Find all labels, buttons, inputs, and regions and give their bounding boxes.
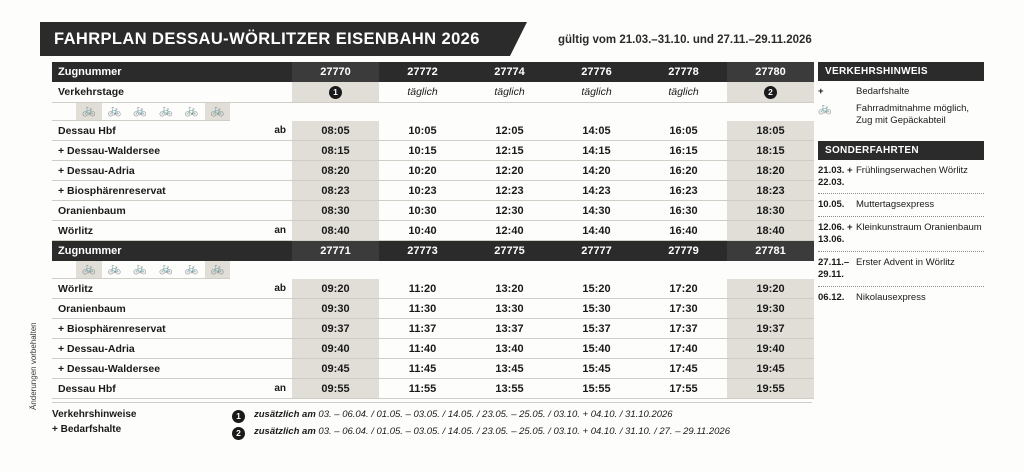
- time-cell: 08:23: [292, 181, 379, 201]
- time-cell: 08:05: [292, 121, 379, 141]
- table-row: [52, 379, 814, 399]
- time-cell: 15:37: [553, 319, 640, 339]
- spacer-cell: [248, 82, 292, 103]
- bicycle-cell: [205, 261, 231, 279]
- time-cell: 12:20: [466, 161, 553, 181]
- sidebar-gap: [818, 132, 984, 141]
- footnote-prefix: zusätzlich am: [254, 426, 316, 437]
- service-day-cell: täglich: [379, 82, 466, 103]
- train-number: 27778: [640, 62, 727, 82]
- footnote-marker: [232, 406, 254, 424]
- special-trip-row: [818, 165, 984, 189]
- bicycle-cell: [205, 103, 231, 121]
- table-row: [52, 319, 814, 339]
- arr-dep-marker: [248, 339, 292, 359]
- arr-dep-marker: ab: [248, 121, 292, 141]
- bicycle-cell: [76, 261, 102, 279]
- time-cell: 09:20: [292, 279, 379, 299]
- time-cell: 17:40: [640, 339, 727, 359]
- time-cell: 10:20: [379, 161, 466, 181]
- time-cell: 17:45: [640, 359, 727, 379]
- service-day-cell: [727, 82, 814, 103]
- time-cell: 11:37: [379, 319, 466, 339]
- hint-symbol: +: [818, 86, 824, 97]
- time-cell: 12:23: [466, 181, 553, 201]
- table-row: [52, 161, 814, 181]
- time-cell: 10:23: [379, 181, 466, 201]
- station-name: Wörlitz: [52, 221, 248, 241]
- time-cell: 15:30: [553, 299, 640, 319]
- time-cell: 14:40: [553, 221, 640, 241]
- time-cell: 17:55: [640, 379, 727, 399]
- train-number: 27773: [379, 241, 466, 262]
- station-name: + Dessau-Waldersee: [52, 141, 248, 161]
- sidebar-special-title: SONDERFAHRTEN: [818, 141, 984, 160]
- special-trip-text: Erster Advent in Wörlitz: [856, 257, 955, 268]
- label-verkehrstage: Verkehrstage: [52, 82, 248, 103]
- time-cell: 15:40: [553, 339, 640, 359]
- special-trip-text: Muttertagsexpress: [856, 199, 935, 211]
- train-number: 27772: [379, 62, 466, 82]
- time-cell: 19:30: [727, 299, 814, 319]
- station-name: + Biosphärenreservat: [52, 319, 248, 339]
- spacer-cell: [52, 261, 64, 279]
- time-cell: 16:15: [640, 141, 727, 161]
- spacer-cell: [248, 62, 292, 82]
- rotated-note: Änderungen vorbehalten: [29, 322, 38, 410]
- footnote-row: [232, 424, 730, 439]
- time-cell: 09:55: [292, 379, 379, 399]
- table-row: [52, 181, 814, 201]
- time-cell: 19:20: [727, 279, 814, 299]
- service-day-cell: täglich: [466, 82, 553, 103]
- train-number: 27776: [553, 62, 640, 82]
- footnote-dates: 03. – 06.04. / 01.05. – 03.05. / 14.05. / 23.05. – 25.05. / 03.10. + 04.10. / 31.10.2026: [318, 409, 673, 420]
- train-number: 27779: [640, 241, 727, 262]
- outbound-trainnumber-row: [52, 62, 814, 82]
- divider: [818, 251, 984, 252]
- bicycle-icon: 🚲: [184, 263, 199, 275]
- time-cell: 16:30: [640, 201, 727, 221]
- footnote-marker: [232, 423, 254, 441]
- time-cell: 19:55: [727, 379, 814, 399]
- service-day-cell: täglich: [640, 82, 727, 103]
- bicycle-icon: 🚲: [82, 105, 96, 117]
- station-name: Oranienbaum: [52, 299, 248, 319]
- arr-dep-marker: an: [248, 379, 292, 399]
- time-cell: 10:30: [379, 201, 466, 221]
- special-trip-date: 06.12.: [818, 291, 845, 303]
- time-cell: 14:05: [553, 121, 640, 141]
- arr-dep-marker: [248, 359, 292, 379]
- time-cell: 18:30: [727, 201, 814, 221]
- time-cell: 10:15: [379, 141, 466, 161]
- header: [40, 22, 984, 56]
- hint-row: [818, 103, 984, 127]
- special-trip-date: 21.03. + 22.03.: [818, 164, 853, 188]
- train-number: 27777: [553, 241, 640, 262]
- time-cell: 13:30: [466, 299, 553, 319]
- footnote-row: [232, 407, 730, 422]
- special-trip-text: Nikolausexpress: [856, 291, 926, 303]
- schedule-table-wrap: [52, 62, 812, 399]
- special-trip-row: [818, 292, 984, 304]
- time-cell: 14:15: [553, 141, 640, 161]
- time-cell: 19:45: [727, 359, 814, 379]
- divider: [818, 193, 984, 194]
- bicycle-icon: 🚲: [210, 105, 225, 117]
- time-cell: 13:20: [466, 279, 553, 299]
- footnote-marker-2: 2: [764, 86, 777, 99]
- station-name: Dessau Hbf: [52, 121, 248, 141]
- arr-dep-marker: ab: [248, 279, 292, 299]
- divider: [818, 216, 984, 217]
- station-name: Wörlitz: [52, 279, 248, 299]
- time-cell: 15:20: [553, 279, 640, 299]
- time-cell: 16:05: [640, 121, 727, 141]
- bicycle-row-return: [52, 261, 230, 279]
- time-cell: 19:40: [727, 339, 814, 359]
- station-name: + Dessau-Adria: [52, 161, 248, 181]
- bicycle-icon: 🚲: [133, 263, 148, 275]
- time-cell: 18:15: [727, 141, 814, 161]
- special-trip-text: Kleinkunstraum Oranienbaum: [856, 222, 982, 234]
- time-cell: 13:37: [466, 319, 553, 339]
- time-cell: 11:55: [379, 379, 466, 399]
- bicycle-cell: [153, 103, 179, 121]
- station-name: Oranienbaum: [52, 201, 248, 221]
- time-cell: 18:20: [727, 161, 814, 181]
- footnote-rows: [232, 407, 730, 441]
- time-cell: 11:45: [379, 359, 466, 379]
- table-row: [52, 299, 814, 319]
- time-cell: 11:30: [379, 299, 466, 319]
- time-cell: 13:55: [466, 379, 553, 399]
- table-row: [52, 141, 814, 161]
- footnote-marker-2: 2: [232, 427, 245, 440]
- footnote-marker-1: 1: [329, 86, 342, 99]
- time-cell: 14:30: [553, 201, 640, 221]
- validity-text: gültig vom 21.03.–31.10. und 27.11.–29.11.2026: [558, 34, 812, 46]
- train-number: 27775: [466, 241, 553, 262]
- special-trip-date: 10.05.: [818, 199, 845, 211]
- time-cell: 10:40: [379, 221, 466, 241]
- footnote-dates: 03. – 06.04. / 01.05. – 03.05. / 14.05. / 23.05. – 25.05. / 03.10. + 04.10. / 31.10. / 27. – 29.11.2026: [318, 426, 730, 437]
- bicycle-cell: [127, 261, 153, 279]
- special-trip-row: [818, 257, 984, 281]
- footnotes-title-line1: Verkehrshinweise: [52, 409, 137, 420]
- time-cell: 09:40: [292, 339, 379, 359]
- time-cell: 10:05: [379, 121, 466, 141]
- spacer-cell: [52, 103, 64, 121]
- time-cell: 12:15: [466, 141, 553, 161]
- bicycle-icon: 🚲: [184, 105, 199, 117]
- bicycle-icon: 🚲: [107, 105, 122, 117]
- schedule-table: [52, 62, 814, 399]
- special-trip-row: [818, 222, 984, 246]
- time-cell: 13:45: [466, 359, 553, 379]
- footnotes-title: [52, 408, 137, 437]
- service-days-row: [52, 82, 814, 103]
- time-cell: 11:40: [379, 339, 466, 359]
- footnote-marker-1: 1: [232, 410, 245, 423]
- train-number: 27781: [727, 241, 814, 262]
- time-cell: 11:20: [379, 279, 466, 299]
- service-day-cell: täglich: [553, 82, 640, 103]
- arr-dep-marker: [248, 201, 292, 221]
- time-cell: 08:15: [292, 141, 379, 161]
- time-cell: 16:23: [640, 181, 727, 201]
- bicycle-icon: 🚲: [107, 263, 122, 275]
- special-trip-date: 27.11.– 29.11.: [818, 257, 850, 280]
- bicycle-cell: [102, 103, 128, 121]
- footnotes-title-line2: + Bedarfshalte: [52, 423, 122, 435]
- arr-dep-marker: [248, 181, 292, 201]
- label-zugnummer: Zugnummer: [52, 62, 248, 82]
- bicycle-row-outbound: [52, 103, 230, 121]
- train-number: 27770: [292, 62, 379, 82]
- time-cell: 18:23: [727, 181, 814, 201]
- service-day-cell: [292, 82, 379, 103]
- train-number: 27780: [727, 62, 814, 82]
- time-cell: 16:40: [640, 221, 727, 241]
- label-zugnummer: Zugnummer: [52, 241, 248, 262]
- station-name: + Biosphärenreservat: [52, 181, 248, 201]
- footnote-text: [254, 409, 673, 420]
- time-cell: 12:40: [466, 221, 553, 241]
- bicycle-icon: 🚲: [159, 105, 173, 117]
- spacer-cell: [64, 261, 76, 279]
- time-cell: 08:30: [292, 201, 379, 221]
- footnote-text: [254, 426, 730, 437]
- time-cell: 09:37: [292, 319, 379, 339]
- arr-dep-marker: [248, 161, 292, 181]
- bicycle-cell: [179, 103, 205, 121]
- table-row: [52, 339, 814, 359]
- bicycle-cell: [153, 261, 179, 279]
- hint-text: Fahrradmitnahme möglich, Zug mit Gepäckabteil: [856, 102, 969, 126]
- bicycle-cell: [76, 103, 102, 121]
- spacer-cell: [248, 241, 292, 262]
- sidebar-hints-title: VERKEHRSHINWEIS: [818, 62, 984, 81]
- station-name: Dessau Hbf: [52, 379, 248, 399]
- time-cell: 17:20: [640, 279, 727, 299]
- hint-text: Bedarfshalte: [856, 86, 910, 97]
- page-title: FAHRPLAN DESSAU-WÖRLITZER EISENBAHN 2026: [54, 30, 480, 48]
- spacer-cell: [64, 103, 76, 121]
- time-cell: 14:20: [553, 161, 640, 181]
- time-cell: 16:20: [640, 161, 727, 181]
- arr-dep-marker: an: [248, 221, 292, 241]
- time-cell: 09:30: [292, 299, 379, 319]
- bicycle-cell: [127, 103, 153, 121]
- time-cell: 08:40: [292, 221, 379, 241]
- time-cell: 15:55: [553, 379, 640, 399]
- special-trip-date: 12.06. + 13.06.: [818, 222, 853, 246]
- bicycle-icon: 🚲: [133, 105, 148, 117]
- time-cell: 12:30: [466, 201, 553, 221]
- train-number: 27771: [292, 241, 379, 262]
- arr-dep-marker: [248, 319, 292, 339]
- arr-dep-marker: [248, 299, 292, 319]
- table-row: [52, 221, 814, 241]
- footnotes: [52, 402, 812, 438]
- time-cell: 09:45: [292, 359, 379, 379]
- bicycle-cell: [179, 261, 205, 279]
- time-cell: 18:05: [727, 121, 814, 141]
- time-cell: 15:45: [553, 359, 640, 379]
- rotated-note-holder: [29, 250, 52, 410]
- bicycle-icon: 🚲: [82, 263, 96, 275]
- sidebar: [818, 62, 984, 309]
- time-cell: 14:23: [553, 181, 640, 201]
- time-cell: 17:30: [640, 299, 727, 319]
- time-cell: 08:20: [292, 161, 379, 181]
- time-cell: 17:37: [640, 319, 727, 339]
- time-cell: 18:40: [727, 221, 814, 241]
- station-name: + Dessau-Adria: [52, 339, 248, 359]
- bicycle-icon: 🚲: [818, 102, 832, 115]
- hint-row: [818, 86, 984, 98]
- bicycle-cell: [102, 261, 128, 279]
- bicycle-icon: 🚲: [210, 263, 225, 275]
- station-name: + Dessau-Waldersee: [52, 359, 248, 379]
- special-trip-text: Frühlingserwachen Wörlitz: [856, 164, 968, 176]
- time-cell: 19:37: [727, 319, 814, 339]
- special-trip-row: [818, 199, 984, 211]
- time-cell: 12:05: [466, 121, 553, 141]
- table-row: [52, 121, 814, 141]
- footnote-prefix: zusätzlich am: [254, 409, 316, 420]
- arr-dep-marker: [248, 141, 292, 161]
- time-cell: 13:40: [466, 339, 553, 359]
- divider: [818, 286, 984, 287]
- train-number: 27774: [466, 62, 553, 82]
- bicycle-icon: 🚲: [159, 263, 173, 275]
- table-row: [52, 279, 814, 299]
- table-row: [52, 359, 814, 379]
- table-row: [52, 201, 814, 221]
- return-trainnumber-row: [52, 241, 814, 262]
